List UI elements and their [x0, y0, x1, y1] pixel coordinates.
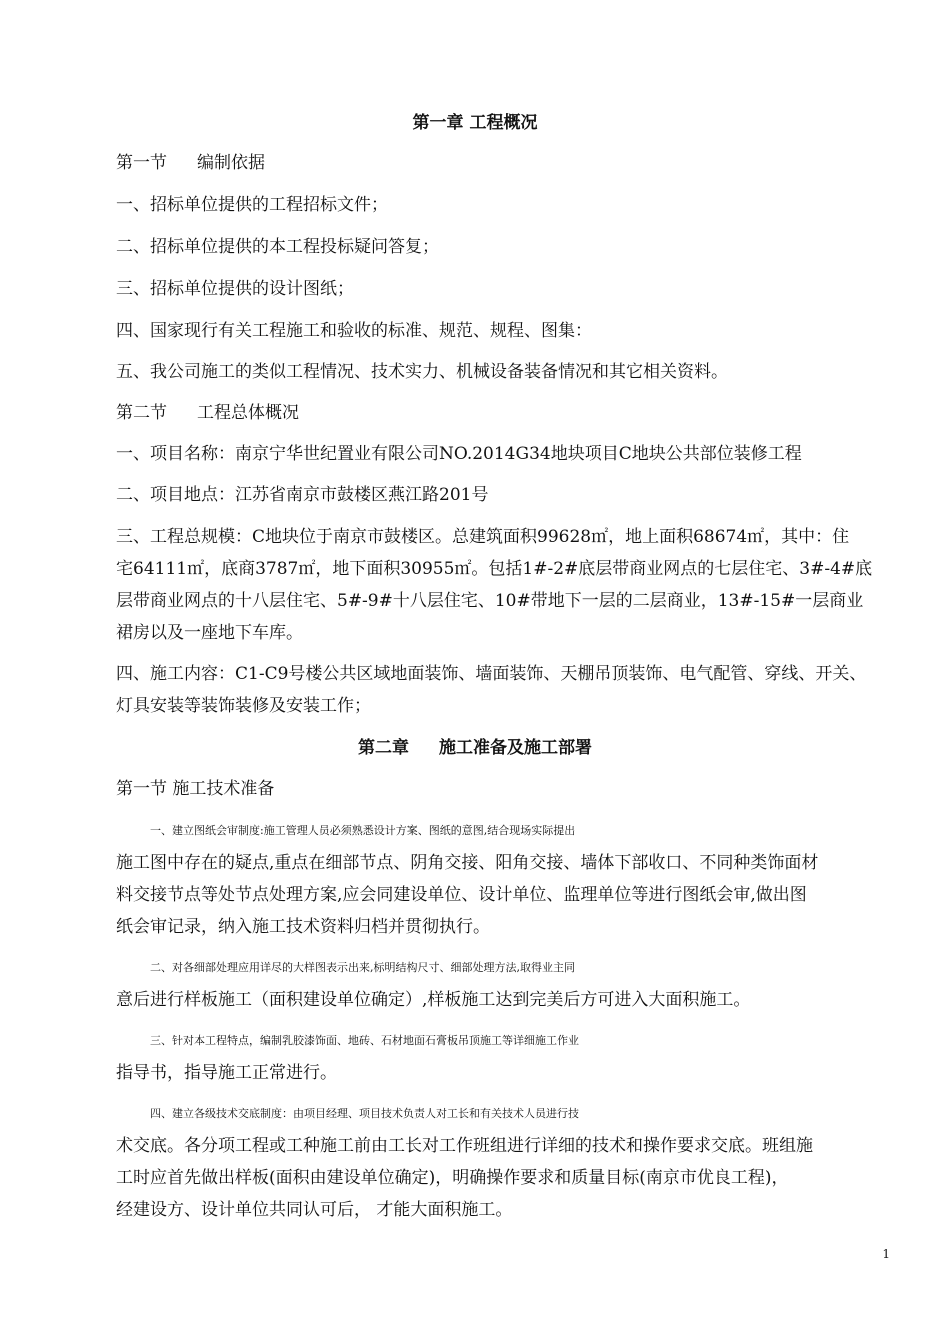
basis-item: 三、招标单位提供的设计图纸； — [116, 279, 354, 299]
paragraph-line: 四、建立各级技术交底制度：由项目经理、项目技术负责人对工长和有关技术人员进行技 — [150, 1107, 579, 1120]
project-scale-line: 三、工程总规模：C地块位于南京市鼓楼区。总建筑面积99628㎡，地上面积68674㎡，其中：住 — [116, 527, 850, 547]
basis-item: 五、我公司施工的类似工程情况、技术实力、机械设备装备情况和其它相关资料。 — [116, 362, 728, 382]
paragraph-line: 工时应首先做出样板(面积由建设单位确定)，明确操作要求和质量目标(南京市优良工程)， — [116, 1168, 789, 1188]
project-location: 二、项目地点：江苏省南京市鼓楼区燕江路201号 — [116, 485, 489, 505]
section-heading — [116, 403, 896, 423]
page-number: 1 — [882, 1247, 890, 1261]
paragraph-line: 三、针对本工程特点，编制乳胶漆饰面、地砖、石材地面石膏板吊顶施工等详细施工作业 — [150, 1034, 579, 1047]
section-title: 编制依据 — [197, 153, 265, 173]
basis-item: 二、招标单位提供的本工程投标疑问答复； — [116, 237, 439, 257]
paragraph-line: 二、对各细部处理应用详尽的大样图表示出来,标明结构尺寸、细部处理方法,取得业主同 — [150, 961, 575, 974]
section-heading: 第一节 施工技术准备 — [116, 779, 275, 799]
paragraph-line: 指导书，指导施工正常进行。 — [116, 1063, 337, 1083]
project-name: 一、项目名称：南京宁华世纪置业有限公司NO.2014G34地块项目C地块公共部位装修工程 — [116, 444, 802, 464]
paragraph-line: 纸会审记录，纳入施工技术资料归档并贯彻执行。 — [116, 917, 490, 937]
project-scale-line: 层带商业网点的十八层住宅、5#-9#十八层住宅、10#带地下一层的二层商业，13#-15#一层商业 — [116, 591, 864, 611]
paragraph-line: 料交接节点等处节点处理方案,应会同建设单位、设计单位、监理单位等进行图纸会审,做出图 — [116, 885, 807, 905]
project-scale-line: 裙房以及一座地下车库。 — [116, 623, 303, 643]
section-title: 工程总体概况 — [197, 403, 299, 423]
project-scale-line: 宅64111㎡，底商3787㎡，地下面积30955㎡。包括1#-2#底层带商业网点的七层住宅、3#-4#底 — [116, 559, 873, 579]
paragraph-line: 意后进行样板施工（面积建设单位确定）,样板施工达到完美后方可进入大面积施工。 — [116, 990, 751, 1010]
basis-item: 一、招标单位提供的工程招标文件； — [116, 195, 388, 215]
section-label: 第二节 — [116, 403, 167, 423]
paragraph-line: 经建设方、设计单位共同认可后， 才能大面积施工。 — [116, 1200, 513, 1220]
chapter2-title — [0, 738, 950, 758]
paragraph-line: 术交底。各分项工程或工种施工前由工长对工作班组进行详细的技术和操作要求交底。班组施 — [116, 1136, 813, 1156]
paragraph-line: 一、建立图纸会审制度:施工管理人员必须熟悉设计方案、图纸的意图,结合现场实际提出 — [150, 824, 576, 837]
chapter1-title: 第一章 工程概况 — [412, 113, 538, 133]
chapter-title-text: 施工准备及施工部署 — [439, 738, 592, 758]
construction-content-line: 四、施工内容：C1-C9号楼公共区域地面装饰、墙面装饰、天棚吊顶装饰、电气配管、穿线、开关、 — [116, 664, 867, 684]
section-heading — [116, 153, 896, 173]
chapter-label: 第二章 — [358, 738, 409, 758]
paragraph-line: 施工图中存在的疑点,重点在细部节点、阴角交接、阳角交接、墙体下部收口、不同种类饰面材 — [116, 853, 819, 873]
basis-item: 四、国家现行有关工程施工和验收的标准、规范、规程、图集： — [116, 321, 592, 341]
section-label: 第一节 — [116, 153, 167, 173]
construction-content-line: 灯具安装等装饰装修及安装工作； — [116, 696, 371, 716]
